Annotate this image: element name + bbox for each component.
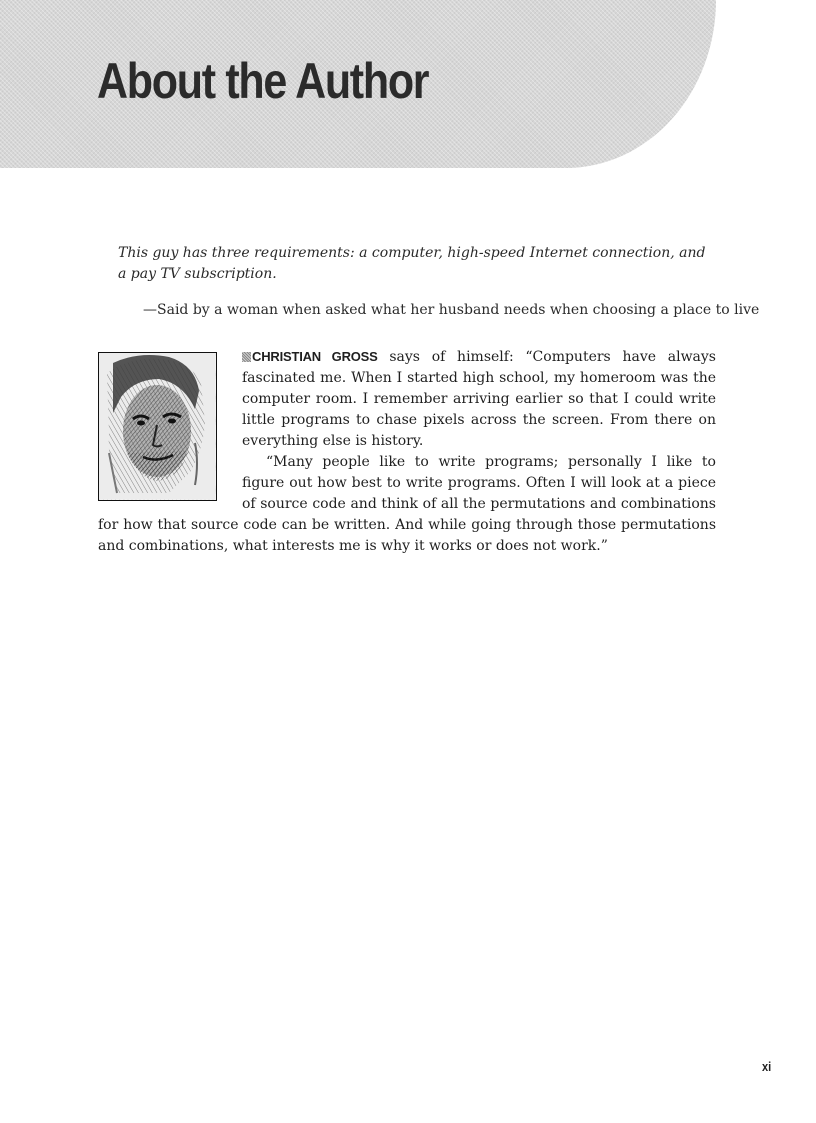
square-bullet-icon — [242, 352, 251, 362]
epigraph-attribution: —Said by a woman when asked what her husband needs when choosing a place to live — [143, 302, 760, 318]
bio-paragraph-2: “Many people like to write programs; personally I like to figure out how best to write programs. Often I will look at a piece of source code and think of all the permutations and combinations for how that source code can be written. And while going through those permutations and combinations, what interests me is why it works or does not work.” — [98, 454, 716, 554]
page-number: xi — [762, 1059, 772, 1074]
author-bio — [98, 346, 716, 557]
bio-paragraph-1-text: says of himself: “Computers have always fascinated me. When I started high school, my homeroom was the computer room. I remember arriving earlier so that I could write little programs to chase pixels across the screen. From there on everything else is history. — [242, 349, 716, 449]
author-name: CHRISTIAN GROSS — [252, 349, 378, 364]
portrait-spacer — [98, 346, 242, 514]
epigraph-quote: This guy has three requirements: a computer, high-speed Internet connection, and a pay TV subscription. — [118, 245, 706, 282]
chapter-title: About the Author — [97, 53, 429, 109]
